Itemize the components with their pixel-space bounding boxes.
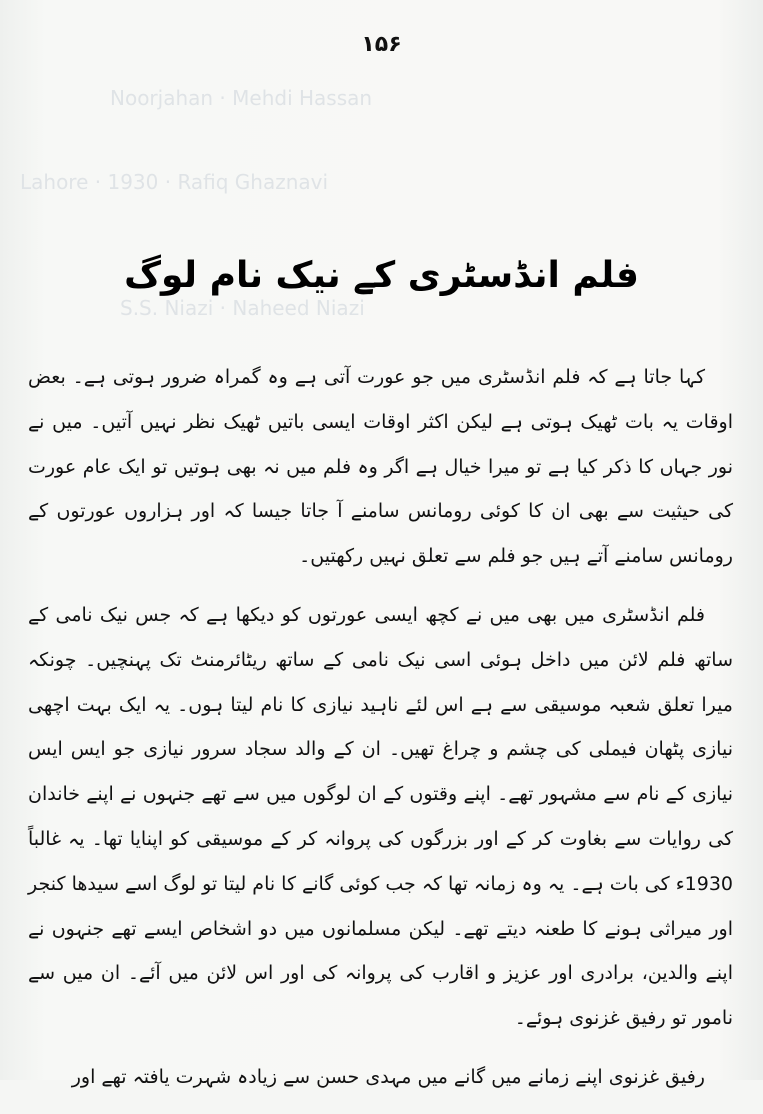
chapter-title: فلم انڈسٹری کے نیک نام لوگ [124,255,639,296]
paragraph: فلم انڈسٹری میں بھی میں نے کچھ ایسی عورتوں کو دیکھا ہے کہ جس نیک نامی کے ساتھ فلم لائن میں داخل ہوئی اسی نیک نامی کے ساتھ ریٹائرمنٹ تک پہنچیں۔ چونکہ میرا تعلق شعبہ موسیقی سے ہے اس لئے ناہید نیازی کا نام لیتا ہوں۔ یہ ایک بہت اچھی نیازی پٹھان فیملی کی چشم و چراغ تھیں۔ ان کے والد سجاد سرور نیازی جو ایس ایس نیازی کے نام سے مشہور تھے۔ اپنے وقتوں کے ان لوگوں میں سے تھے جنہوں نے اپنے خاندان کی روایات سے بغاوت کر کے اور بزرگوں کی پروانہ کر کے موسیقی کو اپنایا تھا۔ یہ غالباً 1930ء کی بات ہے۔ یہ وہ زمانہ تھا کہ جب کوئی گانے کا نام لیتا تو لوگ اسے سیدھا کنجر اور میراثی ہونے کا طعنہ دیتے تھے۔ لیکن مسلمانوں میں دو اشخاص ایسے تھے جنہوں نے اپنے والدین، برادری اور عزیز و اقارب کی پروانہ کی اور اس لائن میں آئے۔ ان میں سے نامور تو رفیق غزنوی ہوئے۔ [28,603,733,1030]
bleed-through-text: Noorjahan · Mehdi Hassan [110,86,373,110]
paragraph: رفیق غزنوی اپنے زمانے میں گانے میں مہدی حسن سے زیادہ شہرت یافتہ تھے اور [71,1065,705,1088]
page-number: ۱۵۶ [361,32,402,57]
body-text [28,355,733,1114]
bleed-through-text: S.S. Niazi · Naheed Niazi [120,296,365,320]
bleed-through-text: Lahore · 1930 · Rafiq Ghaznavi [20,170,329,194]
paragraph: کہا جاتا ہے کہ فلم انڈسٹری میں جو عورت آتی ہے وہ گمراہ ضرور ہوتی ہے۔ بعض اوقات یہ بات ٹھیک ہوتی ہے لیکن اکثر اوقات ایسی باتیں ٹھیک نظر نہیں آتیں۔ میں نے نور جہاں کا ذکر کیا ہے تو میرا خیال ہے اگر وہ فلم میں نہ بھی ہوتیں تو ایک عام عورت کی حیثیت سے بھی ان کا کوئی رومانس سامنے آ جاتا جیسا کہ اور ہزاروں عورتوں کے رومانس سامنے آتے ہیں جو فلم سے تعلق نہیں رکھتیں۔ [28,366,733,568]
